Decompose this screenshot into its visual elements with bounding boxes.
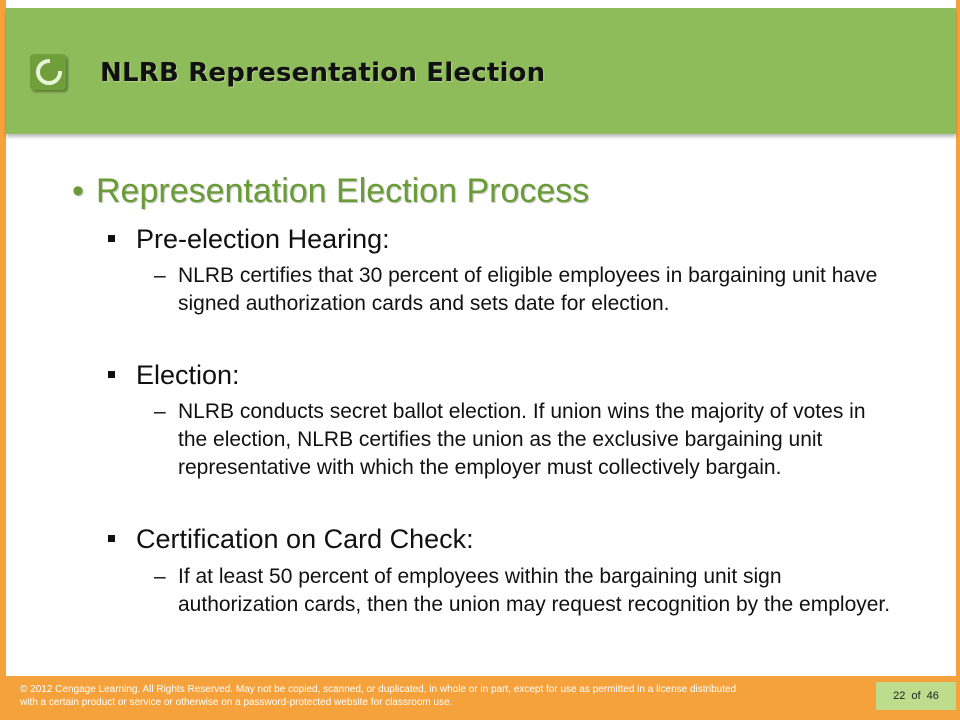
square-bullet-icon (108, 371, 115, 378)
page-total: 46 (926, 690, 939, 702)
page-title: NLRB Representation Election (100, 58, 546, 88)
section-detail-election: – NLRB conducts secret ballot election. If union wins the majority of votes in the election, NLRB certifies the union as the exclusive bargaining unit representative with which the employer must collectively bargain. (154, 400, 866, 479)
bullet-dot-icon: • (72, 172, 84, 210)
section-heading-election: Election: (108, 360, 240, 391)
page-number-box (876, 682, 956, 710)
square-bullet-icon (108, 535, 115, 542)
section-detail-card-check: – If at least 50 percent of employees within the bargaining unit sign authorization cards, then the union may request recognition by the employer. (154, 565, 891, 616)
rounded-square-logo-icon (30, 54, 66, 90)
dash-bullet-icon: – (154, 400, 166, 423)
section-heading-card-check: Certification on Card Check: (108, 524, 474, 555)
main-bullet-text: Representation Election Process (96, 172, 590, 210)
section-detail-pre-election: – NLRB certifies that 30 percent of eligible employees in bargaining unit have signed authorization cards and sets date for election. (154, 264, 878, 315)
section-heading-pre-election: Pre-election Hearing: (108, 224, 390, 255)
page-of: of (911, 690, 921, 702)
page-current: 22 (893, 690, 906, 702)
dash-bullet-icon: – (154, 264, 166, 287)
main-bullet (72, 172, 589, 211)
square-bullet-icon (108, 235, 115, 242)
dash-bullet-icon: – (154, 565, 166, 588)
copyright-notice: © 2012 Cengage Learning. All Rights Reserved. May not be copied, scanned, or duplicated, in whole or in part, except for use as permitted in a license distributed with a certain product or service or otherwise on a password-protected website for classroom use. (20, 684, 737, 708)
